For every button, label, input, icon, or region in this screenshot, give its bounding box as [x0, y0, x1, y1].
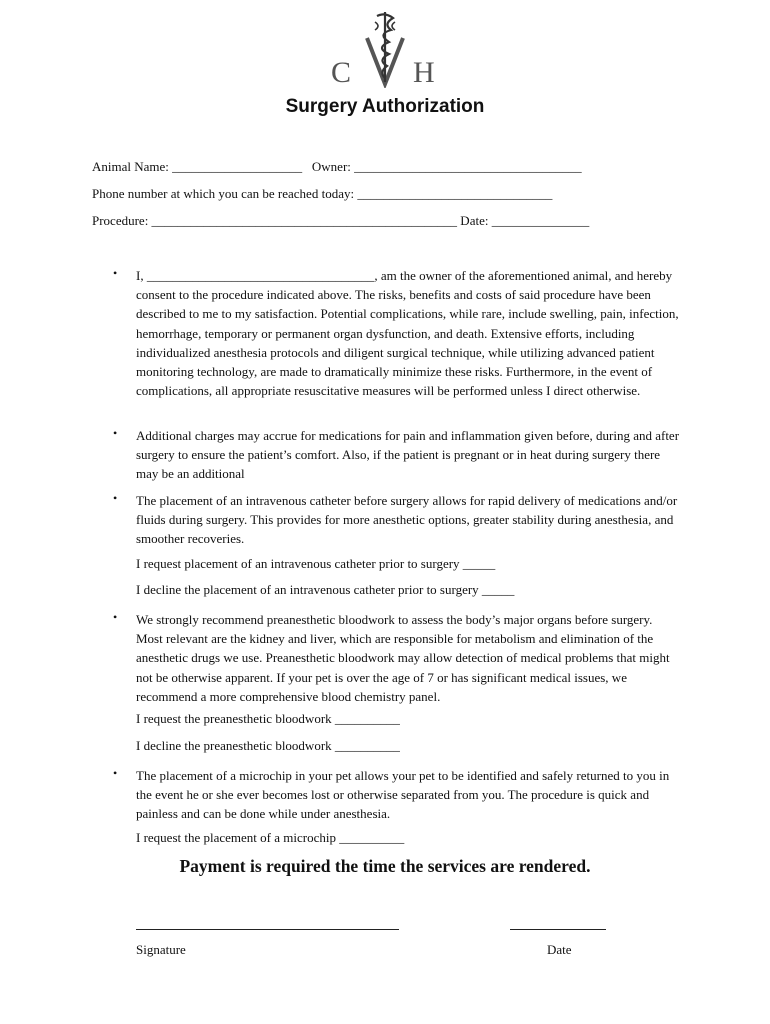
caduceus-logo-icon	[361, 8, 409, 88]
bullet-icon: •	[113, 766, 118, 780]
logo-letter-h: H	[413, 56, 436, 89]
payment-notice: Payment is required the time the services are rendered.	[179, 856, 591, 876]
catheter-paragraph: The placement of an intravenous catheter before surgery allows for rapid delivery of medications and/or fluids during surgery. This provides for more anesthetic options, greater stability during anesthesia, and smoother recoveries.	[136, 493, 678, 547]
charges-paragraph: Additional charges may accrue for medications for pain and inflammation given before, during and after surgery to ensure the patient’s comfort. Also, if the patient is pregnant or in heat during surgery there may be an additional	[136, 428, 680, 482]
procedure-date-field-line[interactable]: Procedure: _______________________________________________ Date: _______________	[92, 213, 590, 228]
microchip-paragraph: The placement of a microchip in your pet allows your pet to be identified and safely returned to you in the event he or she ever becomes lost or otherwise separated from you. The procedure is quick and painless and can be done while under anesthesia.	[136, 768, 670, 822]
bullet-icon: •	[113, 426, 118, 440]
bullet-icon: •	[113, 610, 118, 624]
bullet-icon: •	[113, 266, 118, 280]
logo-letter-c: C	[331, 56, 353, 89]
catheter-decline-line[interactable]: I decline the placement of an intravenous catheter prior to surgery _____	[136, 582, 515, 597]
bullet-icon: •	[113, 491, 118, 505]
animal-owner-field-line[interactable]: Animal Name: ____________________ Owner: ___________________________________	[92, 159, 582, 174]
signature-line[interactable]	[136, 929, 399, 930]
clinic-logo	[325, 8, 445, 88]
bloodwork-request-line[interactable]: I request the preanesthetic bloodwork __________	[136, 711, 400, 726]
phone-field-line[interactable]: Phone number at which you can be reached today: ______________________________	[92, 186, 553, 201]
date-label: Date	[547, 942, 572, 957]
catheter-request-line[interactable]: I request placement of an intravenous catheter prior to surgery _____	[136, 556, 496, 571]
page-title: Surgery Authorization	[285, 96, 485, 117]
consent-paragraph: I, ___________________________________, am the owner of the aforementioned animal, and hereby consent to the procedure indicated above. The risks, benefits and costs of said procedure have been described to me to my satisfaction. Potential complications, while rare, include swelling, pain, infection, hemorrhage, temporary or permanent organ dysfunction, and death. Extensive efforts, including individualized anesthesia protocols and diligent surgical technique, while utilizing advanced patient monitoring technology, are made to dramatically minimize these risks. Furthermore, in the event of complications, all appropriate resuscitative measures will be performed unless I direct otherwise.	[136, 268, 679, 399]
bloodwork-decline-line[interactable]: I decline the preanesthetic bloodwork __________	[136, 738, 400, 753]
microchip-request-line[interactable]: I request the placement of a microchip __________	[136, 830, 405, 845]
signature-label: Signature	[136, 942, 186, 957]
bloodwork-paragraph: We strongly recommend preanesthetic bloodwork to assess the body’s major organs before surgery. Most relevant are the kidney and liver, which are responsible for metabolism and elimination of the anesthetic drugs we use. Preanesthetic bloodwork may allow detection of medical problems that might not be otherwise apparent. If your pet is over the age of 7 or has significant medical issues, we recommend a more comprehensive blood chemistry panel.	[136, 612, 670, 704]
date-line[interactable]	[510, 929, 606, 930]
